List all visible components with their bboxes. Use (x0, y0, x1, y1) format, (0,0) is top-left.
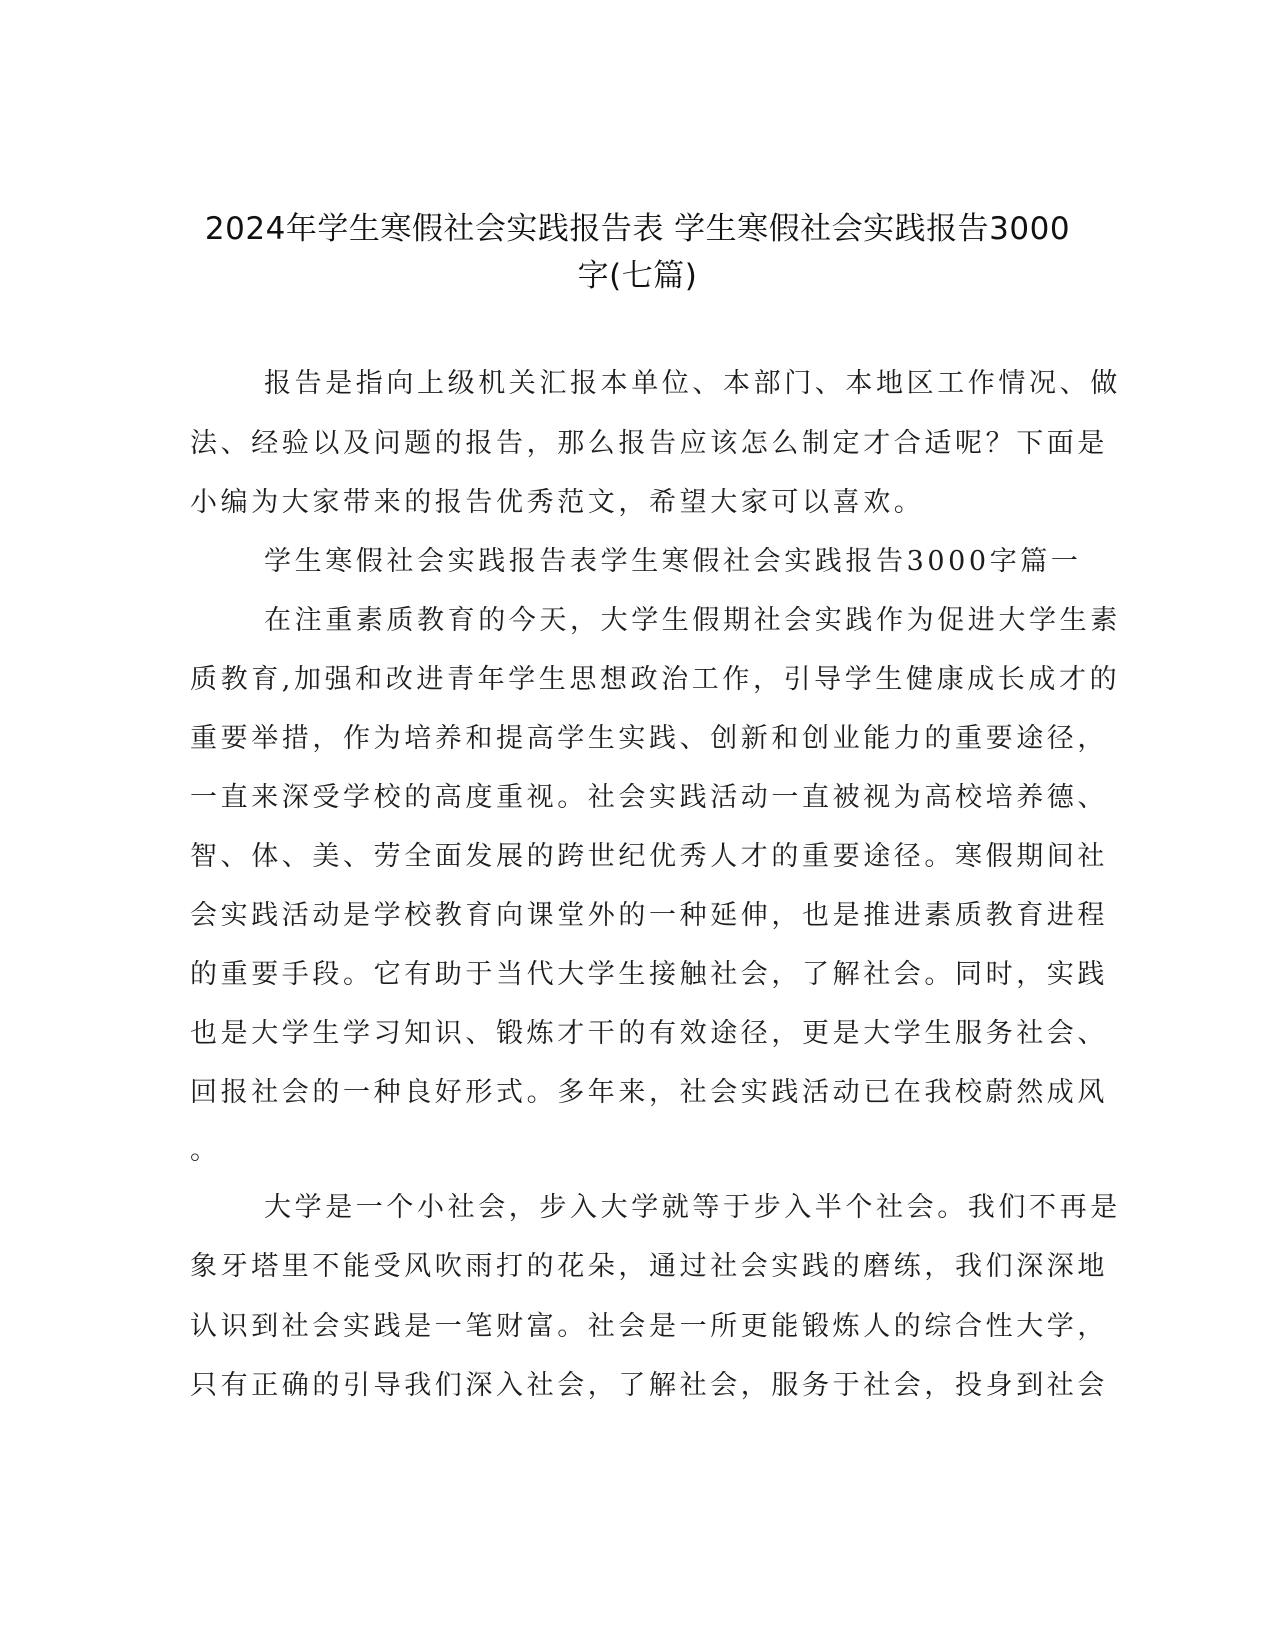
body-line: 认识到社会实践是一笔财富。社会是一所更能锻炼人的综合性大学， (190, 1311, 1108, 1342)
section-heading: 学生寒假社会实践报告表学生寒假社会实践报告3000字篇一 (264, 546, 1082, 577)
body-line: 回报社会的一种良好形式。多年来，社会实践活动已在我校蔚然成风 (190, 1077, 1108, 1108)
body-line: 法、经验以及问题的报告，那么报告应该怎么制定才合适呢？下面是 (190, 428, 1108, 459)
body-line: 质教育,加强和改进青年学生思想政治工作，引导学生健康成长成才的 (190, 664, 1121, 695)
body-line: 大学是一个小社会，步入大学就等于步入半个社会。我们不再是 (264, 1192, 1121, 1223)
body-line: 小编为大家带来的报告优秀范文，希望大家可以喜欢。 (190, 487, 925, 518)
body-line: 只有正确的引导我们深入社会，了解社会，服务于社会，投身到社会 (190, 1370, 1108, 1401)
body-line: 重要举措，作为培养和提高学生实践、创新和创业能力的重要途径， (190, 723, 1108, 754)
body-line: 在注重素质教育的今天，大学生假期社会实践作为促进大学生素 (264, 605, 1121, 636)
title-line: 字(七篇) (577, 258, 698, 294)
body-line: 的重要手段。它有助于当代大学生接触社会，了解社会。同时，实践 (190, 959, 1108, 990)
body-line: 智、体、美、劳全面发展的跨世纪优秀人才的重要途径。寒假期间社 (190, 841, 1108, 872)
body-line: 一直来深受学校的高度重视。社会实践活动一直被视为高校培养德、 (190, 782, 1108, 813)
body-line: 报告是指向上级机关汇报本单位、本部门、本地区工作情况、做 (264, 368, 1121, 399)
body-line: 象牙塔里不能受风吹雨打的花朵，通过社会实践的磨练，我们深深地 (190, 1251, 1108, 1282)
body-line: 。 (190, 1135, 221, 1166)
body-line: 也是大学生学习知识、锻炼才干的有效途径，更是大学生服务社会、 (190, 1018, 1108, 1049)
body-line: 会实践活动是学校教育向课堂外的一种延伸，也是推进素质教育进程 (190, 900, 1108, 931)
document-title (150, 206, 1125, 300)
title-line: 2024年学生寒假社会实践报告表 学生寒假社会实践报告3000 (204, 211, 1071, 247)
